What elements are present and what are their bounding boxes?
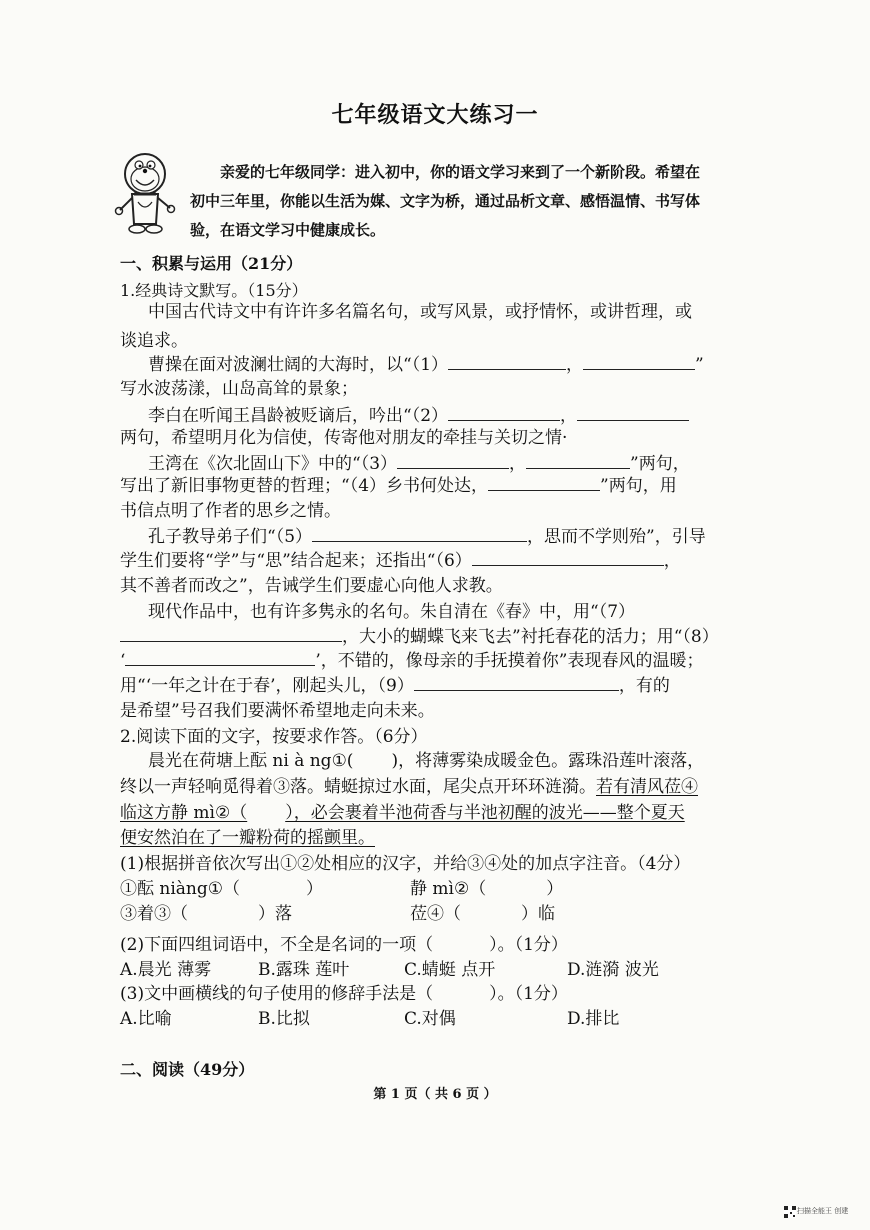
text-line: 书信点明了作者的思乡之情。 — [120, 501, 341, 521]
option-b[interactable]: B.露珠 莲叶 — [258, 960, 350, 980]
option-d[interactable]: D.排比 — [567, 1009, 620, 1029]
section-heading: 二、阅读（49分） — [120, 1060, 255, 1079]
intro-paragraph — [190, 158, 750, 245]
fill-line: 写出了新旧事物更替的哲理；“（4）乡书何处达， ”两句，用 — [120, 476, 677, 496]
intro-line: 亲爱的七年级同学：进入初中，你的语文学习来到了一个新阶段。希望在 — [220, 163, 701, 181]
answer-blank[interactable] — [397, 454, 509, 469]
sub-question: (2)下面四组词语中，不全是名词的一项（ ）。（1分） — [120, 935, 568, 955]
answer-row: 静 mì②（ ） — [410, 879, 564, 899]
option-b[interactable]: B.比拟 — [258, 1009, 310, 1029]
fill-line: 孔子教导弟子们“（5） ，思而不学则殆”，引导 — [148, 527, 706, 547]
fill-line: 曹操在面对波澜壮阔的大海时，以“（1） ， ” — [148, 355, 704, 375]
fill-line: ‘ ’，不错的，像母亲的手抚摸着你”表现春风的温暖； — [120, 651, 704, 671]
answer-blank[interactable] — [312, 527, 527, 542]
answer-blank[interactable] — [120, 627, 342, 642]
text-line: 两句，希望明月化为信使，传寄他对朋友的牵挂与关切之情· — [120, 428, 568, 448]
fill-line: 用“‘一年之计在于春’，刚起头儿，（9） ，有的 — [120, 676, 670, 696]
sub-question: (1)根据拼音依次写出①②处相应的汉字，并给③④处的加点字注音。（4分） — [120, 854, 691, 874]
question-heading: 1.经典诗文默写。（15分） — [120, 281, 308, 300]
fill-line: 王湾在《次北固山下》中的“（3） ， ”两句， — [148, 454, 690, 474]
passage-line: 便安然泊在了一瓣粉荷的摇颤里。 — [120, 828, 375, 848]
option-c[interactable]: C.蜻蜓 点开 — [404, 960, 496, 980]
fill-line: 学生们要将“学”与“思”结合起来；还指出“（6） ， — [120, 551, 681, 571]
passage-line: 终以一声轻响觅得着③落。蜻蜓掠过水面，尾尖点开环环涟漪。若有清风莅④ — [120, 777, 698, 797]
answer-blank[interactable] — [448, 406, 560, 421]
text-line: 谈追求。 — [120, 331, 188, 351]
doraemon-mascot-icon — [112, 150, 178, 238]
fill-line: ，大小的蝴蝶飞来飞去”衬托春花的活力；用“（8） — [120, 622, 719, 647]
passage-line: 临这方静 mì②（ ），必会裹着半池荷香与半池初醒的波光——整个夏天 — [120, 803, 685, 823]
section-heading: 一、积累与运用（21分） — [120, 254, 303, 273]
text-line: 现代作品中，也有许多隽永的名句。朱自清在《春》中，用“（7） — [148, 602, 636, 622]
answer-blank[interactable] — [526, 454, 630, 469]
answer-blank[interactable] — [125, 651, 315, 666]
intro-line: 验，在语文学习中健康成长。 — [190, 221, 386, 239]
question-heading: 2.阅读下面的文字，按要求作答。（6分） — [120, 727, 428, 747]
option-d[interactable]: D.涟漪 波光 — [567, 960, 659, 980]
option-a[interactable]: A.比喻 — [120, 1009, 172, 1029]
text-line: 写水波荡漾，山岛高耸的景象； — [120, 379, 358, 399]
passage-line: 晨光在荷塘上酝 ni à ng①( )，将薄雾染成暖金色。露珠沿莲叶滚落， — [148, 751, 705, 771]
sub-question: (3)文中画横线的句子使用的修辞手法是（ ）。（1分） — [120, 984, 568, 1004]
page-footer: 第 1 页（ 共 6 页 ） — [373, 1087, 497, 1102]
answer-row: ③着③（ ）落 — [120, 904, 292, 924]
answer-blank[interactable] — [583, 355, 695, 370]
fill-line: 李白在听闻王昌龄被贬谪后，吟出“（2） ， — [148, 401, 689, 426]
answer-blank[interactable] — [472, 551, 664, 566]
page-title: 七年级语文大练习一 — [331, 102, 539, 128]
answer-blank[interactable] — [577, 406, 689, 421]
intro-line: 初中三年里，你能以生活为媒、文字为桥，通过品析文章、感悟温情、书写体 — [190, 192, 701, 210]
answer-row: ①酝 niàng①（ ） — [120, 879, 323, 899]
text-line: 是希望”号召我们要满怀希望地走向未来。 — [120, 701, 435, 721]
qr-code-icon — [784, 1206, 796, 1218]
scanner-watermark: 扫描全能王 创建 — [797, 1207, 849, 1215]
answer-blank[interactable] — [488, 476, 600, 491]
option-a[interactable]: A.晨光 薄雾 — [120, 960, 212, 980]
answer-blank[interactable] — [414, 676, 619, 691]
answer-blank[interactable] — [448, 355, 566, 370]
answer-row: 莅④（ ）临 — [410, 904, 555, 924]
option-c[interactable]: C.对偶 — [404, 1009, 456, 1029]
text-line: 其不善者而改之”，告诫学生们要虚心向他人求教。 — [120, 576, 503, 596]
text-line: 中国古代诗文中有许许多名篇名句，或写风景，或抒情怀，或讲哲理，或 — [148, 302, 692, 322]
